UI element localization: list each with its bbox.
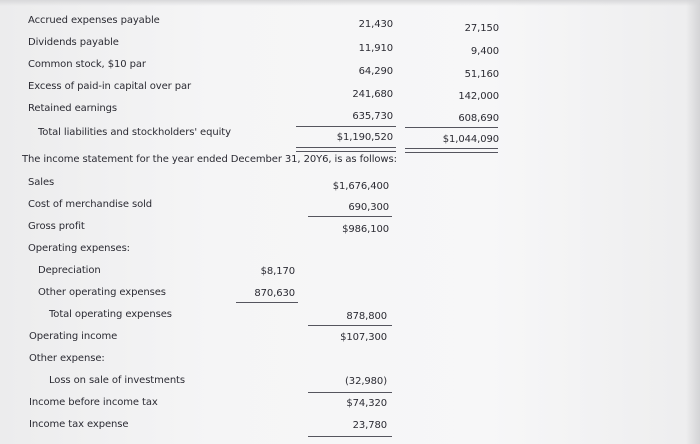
bs-row-current: 21,430 (358, 19, 393, 30)
total-double-rule (296, 147, 396, 152)
bs-row-label: Retained earnings (28, 103, 118, 114)
is-row-label: Gross profit (28, 221, 85, 232)
is-row-label: Other expense: (29, 353, 105, 364)
subtotal-rule (405, 127, 498, 128)
is-row-outer: 690,300 (348, 202, 389, 213)
photo-edge-right (686, 0, 700, 444)
is-row-outer: (32,980) (345, 376, 387, 387)
income-statement-intro: The income statement for the year ended December 31, 20Y6, is as follows: (22, 154, 397, 165)
is-row-label: Other operating expenses (38, 287, 166, 298)
is-row-outer: 878,800 (346, 311, 387, 322)
bs-row-prior: 608,690 (458, 113, 499, 124)
is-row-outer: 23,780 (352, 420, 387, 431)
subtotal-rule (308, 392, 392, 393)
is-row-outer: $1,676,400 (332, 181, 389, 192)
is-row-outer: $107,300 (340, 332, 387, 343)
bs-row-current: 241,680 (352, 89, 393, 100)
bs-total-prior: $1,044,090 (442, 134, 499, 145)
bs-row-prior: 142,000 (458, 91, 499, 102)
subtotal-rule (308, 436, 392, 437)
bs-row-current: 64,290 (358, 66, 393, 77)
is-row-label: Loss on sale of investments (49, 375, 185, 386)
bs-total-label: Total liabilities and stockholders' equity (38, 127, 231, 138)
bs-row-label: Common stock, $10 par (28, 59, 146, 70)
subtotal-rule (236, 302, 298, 303)
is-row-label: Total operating expenses (49, 309, 172, 320)
is-row-label: Sales (28, 177, 55, 188)
is-row-outer: $74,320 (346, 398, 387, 409)
is-row-label: Operating expenses: (28, 243, 130, 254)
subtotal-rule (296, 126, 396, 127)
is-row-label: Income tax expense (29, 419, 129, 430)
is-row-label: Depreciation (38, 265, 101, 276)
is-row-label: Income before income tax (29, 397, 158, 408)
subtotal-rule (308, 216, 392, 217)
bs-row-prior: 9,400 (470, 46, 499, 57)
is-row-outer: $986,100 (342, 224, 389, 235)
is-row-inner: 870,630 (254, 288, 295, 299)
bs-row-current: 11,910 (358, 43, 393, 54)
subtotal-rule (308, 325, 392, 326)
is-row-inner: $8,170 (260, 266, 295, 277)
bs-row-prior: 27,150 (464, 23, 499, 34)
bs-row-current: 635,730 (352, 111, 393, 122)
is-row-label: Cost of merchandise sold (28, 199, 153, 210)
photo-edge-top (0, 0, 700, 6)
bs-row-label: Accrued expenses payable (28, 15, 160, 26)
bs-row-label: Dividends payable (28, 37, 119, 48)
is-row-label: Operating income (29, 331, 118, 342)
bs-row-label: Excess of paid-in capital over par (28, 81, 192, 92)
bs-total-current: $1,190,520 (336, 132, 393, 143)
total-double-rule (405, 148, 498, 153)
bs-row-prior: 51,160 (464, 69, 499, 80)
